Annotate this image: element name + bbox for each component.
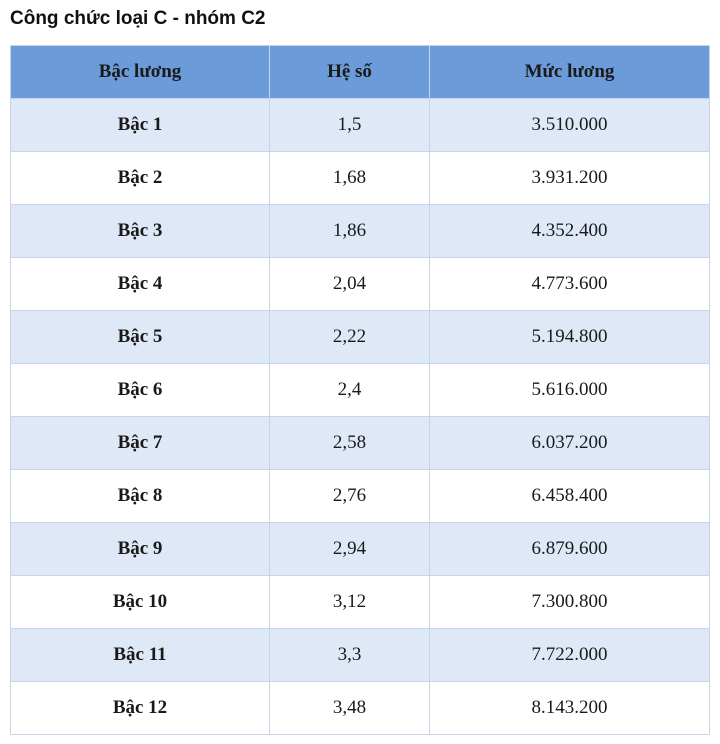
cell-salary: 6.458.400 — [430, 470, 710, 523]
header-salary-level: Bậc lương — [11, 46, 270, 99]
cell-level: Bậc 8 — [11, 470, 270, 523]
cell-salary: 6.037.200 — [430, 417, 710, 470]
table-row — [11, 311, 710, 364]
cell-salary: 5.616.000 — [430, 364, 710, 417]
salary-table — [10, 45, 710, 735]
cell-level: Bậc 7 — [11, 417, 270, 470]
cell-coefficient: 3,12 — [270, 576, 430, 629]
cell-salary: 5.194.800 — [430, 311, 710, 364]
cell-coefficient: 1,86 — [270, 205, 430, 258]
cell-coefficient: 2,58 — [270, 417, 430, 470]
cell-level: Bậc 4 — [11, 258, 270, 311]
cell-level: Bậc 3 — [11, 205, 270, 258]
cell-salary: 4.352.400 — [430, 205, 710, 258]
page-title: Công chức loại C - nhóm C2 — [10, 8, 266, 29]
table-row — [11, 364, 710, 417]
cell-coefficient: 2,94 — [270, 523, 430, 576]
cell-level: Bậc 5 — [11, 311, 270, 364]
cell-level: Bậc 12 — [11, 682, 270, 735]
table-row — [11, 417, 710, 470]
cell-level: Bậc 2 — [11, 152, 270, 205]
cell-salary: 4.773.600 — [430, 258, 710, 311]
table-row — [11, 470, 710, 523]
cell-coefficient: 2,04 — [270, 258, 430, 311]
cell-salary: 3.931.200 — [430, 152, 710, 205]
cell-coefficient: 3,3 — [270, 629, 430, 682]
header-coefficient: Hệ số — [270, 46, 430, 99]
cell-coefficient: 1,5 — [270, 99, 430, 152]
cell-level: Bậc 6 — [11, 364, 270, 417]
table-row — [11, 523, 710, 576]
cell-coefficient: 3,48 — [270, 682, 430, 735]
cell-coefficient: 1,68 — [270, 152, 430, 205]
table-row — [11, 152, 710, 205]
cell-salary: 7.722.000 — [430, 629, 710, 682]
cell-coefficient: 2,4 — [270, 364, 430, 417]
cell-level: Bậc 1 — [11, 99, 270, 152]
cell-salary: 6.879.600 — [430, 523, 710, 576]
cell-level: Bậc 10 — [11, 576, 270, 629]
cell-level: Bậc 11 — [11, 629, 270, 682]
table-row — [11, 682, 710, 735]
table-row — [11, 576, 710, 629]
cell-coefficient: 2,22 — [270, 311, 430, 364]
cell-salary: 3.510.000 — [430, 99, 710, 152]
cell-coefficient: 2,76 — [270, 470, 430, 523]
header-salary-amount: Mức lương — [430, 46, 710, 99]
table-row — [11, 258, 710, 311]
table-row — [11, 205, 710, 258]
table-header-row — [11, 46, 710, 99]
cell-salary: 7.300.800 — [430, 576, 710, 629]
table-row — [11, 99, 710, 152]
table-row — [11, 629, 710, 682]
cell-salary: 8.143.200 — [430, 682, 710, 735]
cell-level: Bậc 9 — [11, 523, 270, 576]
